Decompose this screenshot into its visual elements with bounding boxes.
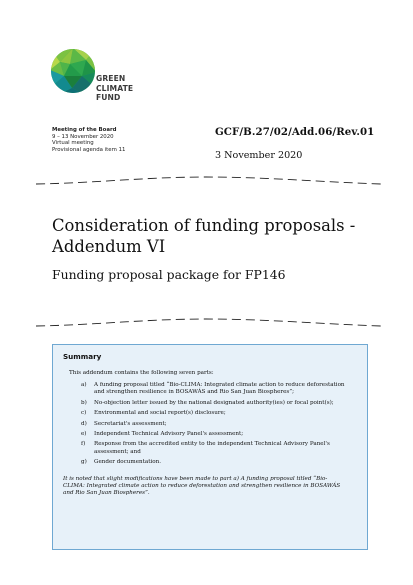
summary-heading: Summary [63,352,102,361]
list-item-text: A funding proposal titled “Bio-CLIMA: Integrated climate action to reduce deforestation and strengthen resilience in BOSAWÁS and Rio San Juan Biospheres”; [94,382,345,396]
list-marker: b) [81,399,87,406]
list-item [81,410,359,417]
list-marker: a) [81,382,87,388]
list-item [81,431,359,438]
meeting-info [52,127,125,153]
summary-box [52,344,368,550]
meeting-venue: Virtual meeting [52,140,94,147]
meeting-name: Meeting of the Board [52,127,117,133]
list-item [81,421,359,428]
wave-divider-bottom [36,316,381,330]
list-marker: d) [81,420,87,427]
list-item [81,459,359,466]
document-reference: GCF/B.27/02/Add.06/Rev.01 [215,126,375,138]
summary-note: It is noted that slight modifications have been made to part a) A funding proposal titled “Bio-CLIMA: Integrated climate action to reduce deforestation and strengthen resilience in BOSAWÁS and Rio San Juan Biospheres”. [63,475,341,497]
list-item [81,441,359,456]
gcf-logo [50,48,150,108]
summary-intro: This addendum contains the following seven parts: [69,370,214,376]
logo-line: CLIMATE [96,83,134,93]
list-item-text: Secretariat's assessment; [94,420,167,427]
list-marker: g) [81,459,87,466]
globe-icon [50,48,96,94]
list-item [81,382,359,397]
list-marker: f) [81,441,86,448]
wave-divider-top [36,174,381,188]
title-line: Consideration of funding proposals - [52,216,356,235]
list-item-text: Gender documentation. [94,459,161,466]
page-title [52,215,397,257]
list-item-text: Environmental and social report(s) disclosure; [94,410,226,417]
document-date: 3 November 2020 [215,150,303,161]
logo-line: FUND [96,93,121,103]
meeting-dates: 9 – 13 November 2020 [52,133,114,140]
list-marker: c) [81,410,87,417]
summary-list [81,382,359,467]
list-marker: e) [81,431,87,438]
list-item-text: Response from the accredited entity to the independent Technical Advisory Panel's assessment; and [94,441,330,455]
title-line: Addendum VI [52,237,166,256]
logo-line: GREEN [96,74,126,83]
logo-wordmark [96,74,133,103]
agenda-item: Provisional agenda item 11 [52,146,126,153]
page-subtitle: Funding proposal package for FP146 [52,267,286,282]
list-item-text: No-objection letter issued by the national designated authority(ies) or focal point(s); [94,399,334,406]
list-item-text: Independent Technical Advisory Panel's assessment; [94,431,244,438]
list-item [81,400,359,407]
